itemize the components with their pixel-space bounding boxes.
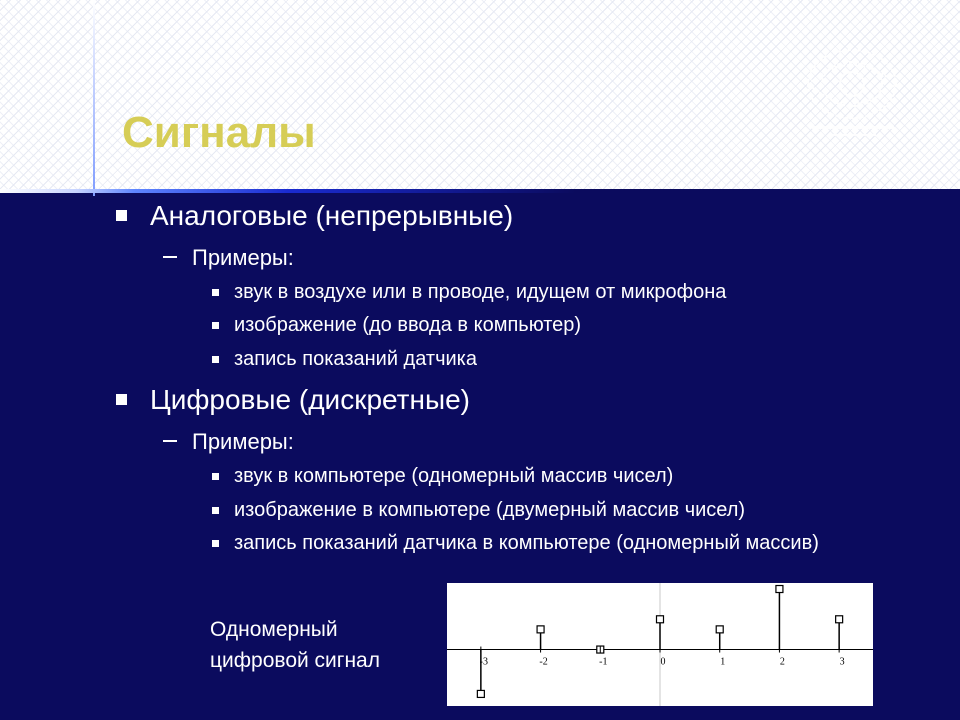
slide-title: Сигналы	[122, 108, 316, 157]
example-item: звук в воздухе или в проводе, идущем от микрофона	[234, 281, 727, 303]
bullet-square-icon	[212, 356, 219, 363]
bullet-square-icon	[212, 473, 219, 480]
stem-marker	[836, 616, 843, 623]
bullet-square-icon	[212, 322, 219, 329]
dash-icon	[163, 256, 177, 258]
vertical-accent-line	[93, 0, 95, 196]
stem-marker	[657, 616, 664, 623]
x-tick-label: 2	[779, 656, 785, 668]
stem-marker	[477, 690, 484, 697]
bullet-square-icon	[212, 289, 219, 296]
bullet-digital: Цифровые (дискретные)	[150, 384, 470, 415]
example-item: запись показаний датчика в компьютере (одномерный массив)	[234, 532, 819, 554]
stem-chart	[447, 583, 873, 706]
x-tick-label: -2	[539, 656, 548, 668]
caption-line: цифровой сигнал	[210, 649, 380, 672]
example-item: запись показаний датчика	[234, 348, 477, 370]
bullet-square-icon	[116, 210, 127, 221]
bullet-square-icon	[212, 507, 219, 514]
stem-marker	[537, 626, 544, 633]
x-tick-label: -3	[479, 656, 489, 668]
horizontal-accent-line	[0, 189, 960, 193]
bullet-analog: Аналоговые (непрерывные)	[150, 200, 514, 231]
eye-emblem-logo	[790, 36, 920, 146]
x-tick-label: -1	[599, 656, 608, 668]
bullet-square-icon	[212, 540, 219, 547]
dash-icon	[163, 440, 177, 442]
caption-line: Одномерный	[210, 618, 338, 641]
sub-bullet-examples: Примеры:	[192, 245, 294, 270]
example-item: изображение в компьютере (двумерный массив чисел)	[234, 499, 746, 521]
x-tick-label: 3	[839, 656, 845, 668]
x-tick-label: 1	[720, 656, 726, 668]
signal-caption	[210, 614, 380, 676]
x-tick-label: 0	[660, 656, 666, 668]
sub-bullet-examples: Примеры:	[192, 429, 294, 454]
bullet-square-icon	[116, 394, 127, 405]
signal-plot	[447, 583, 873, 706]
example-item: звук в компьютере (одномерный массив чисел)	[234, 465, 674, 487]
stem-marker	[716, 626, 723, 633]
stem-marker	[776, 586, 783, 593]
example-item: изображение (до ввода в компьютер)	[234, 314, 582, 336]
